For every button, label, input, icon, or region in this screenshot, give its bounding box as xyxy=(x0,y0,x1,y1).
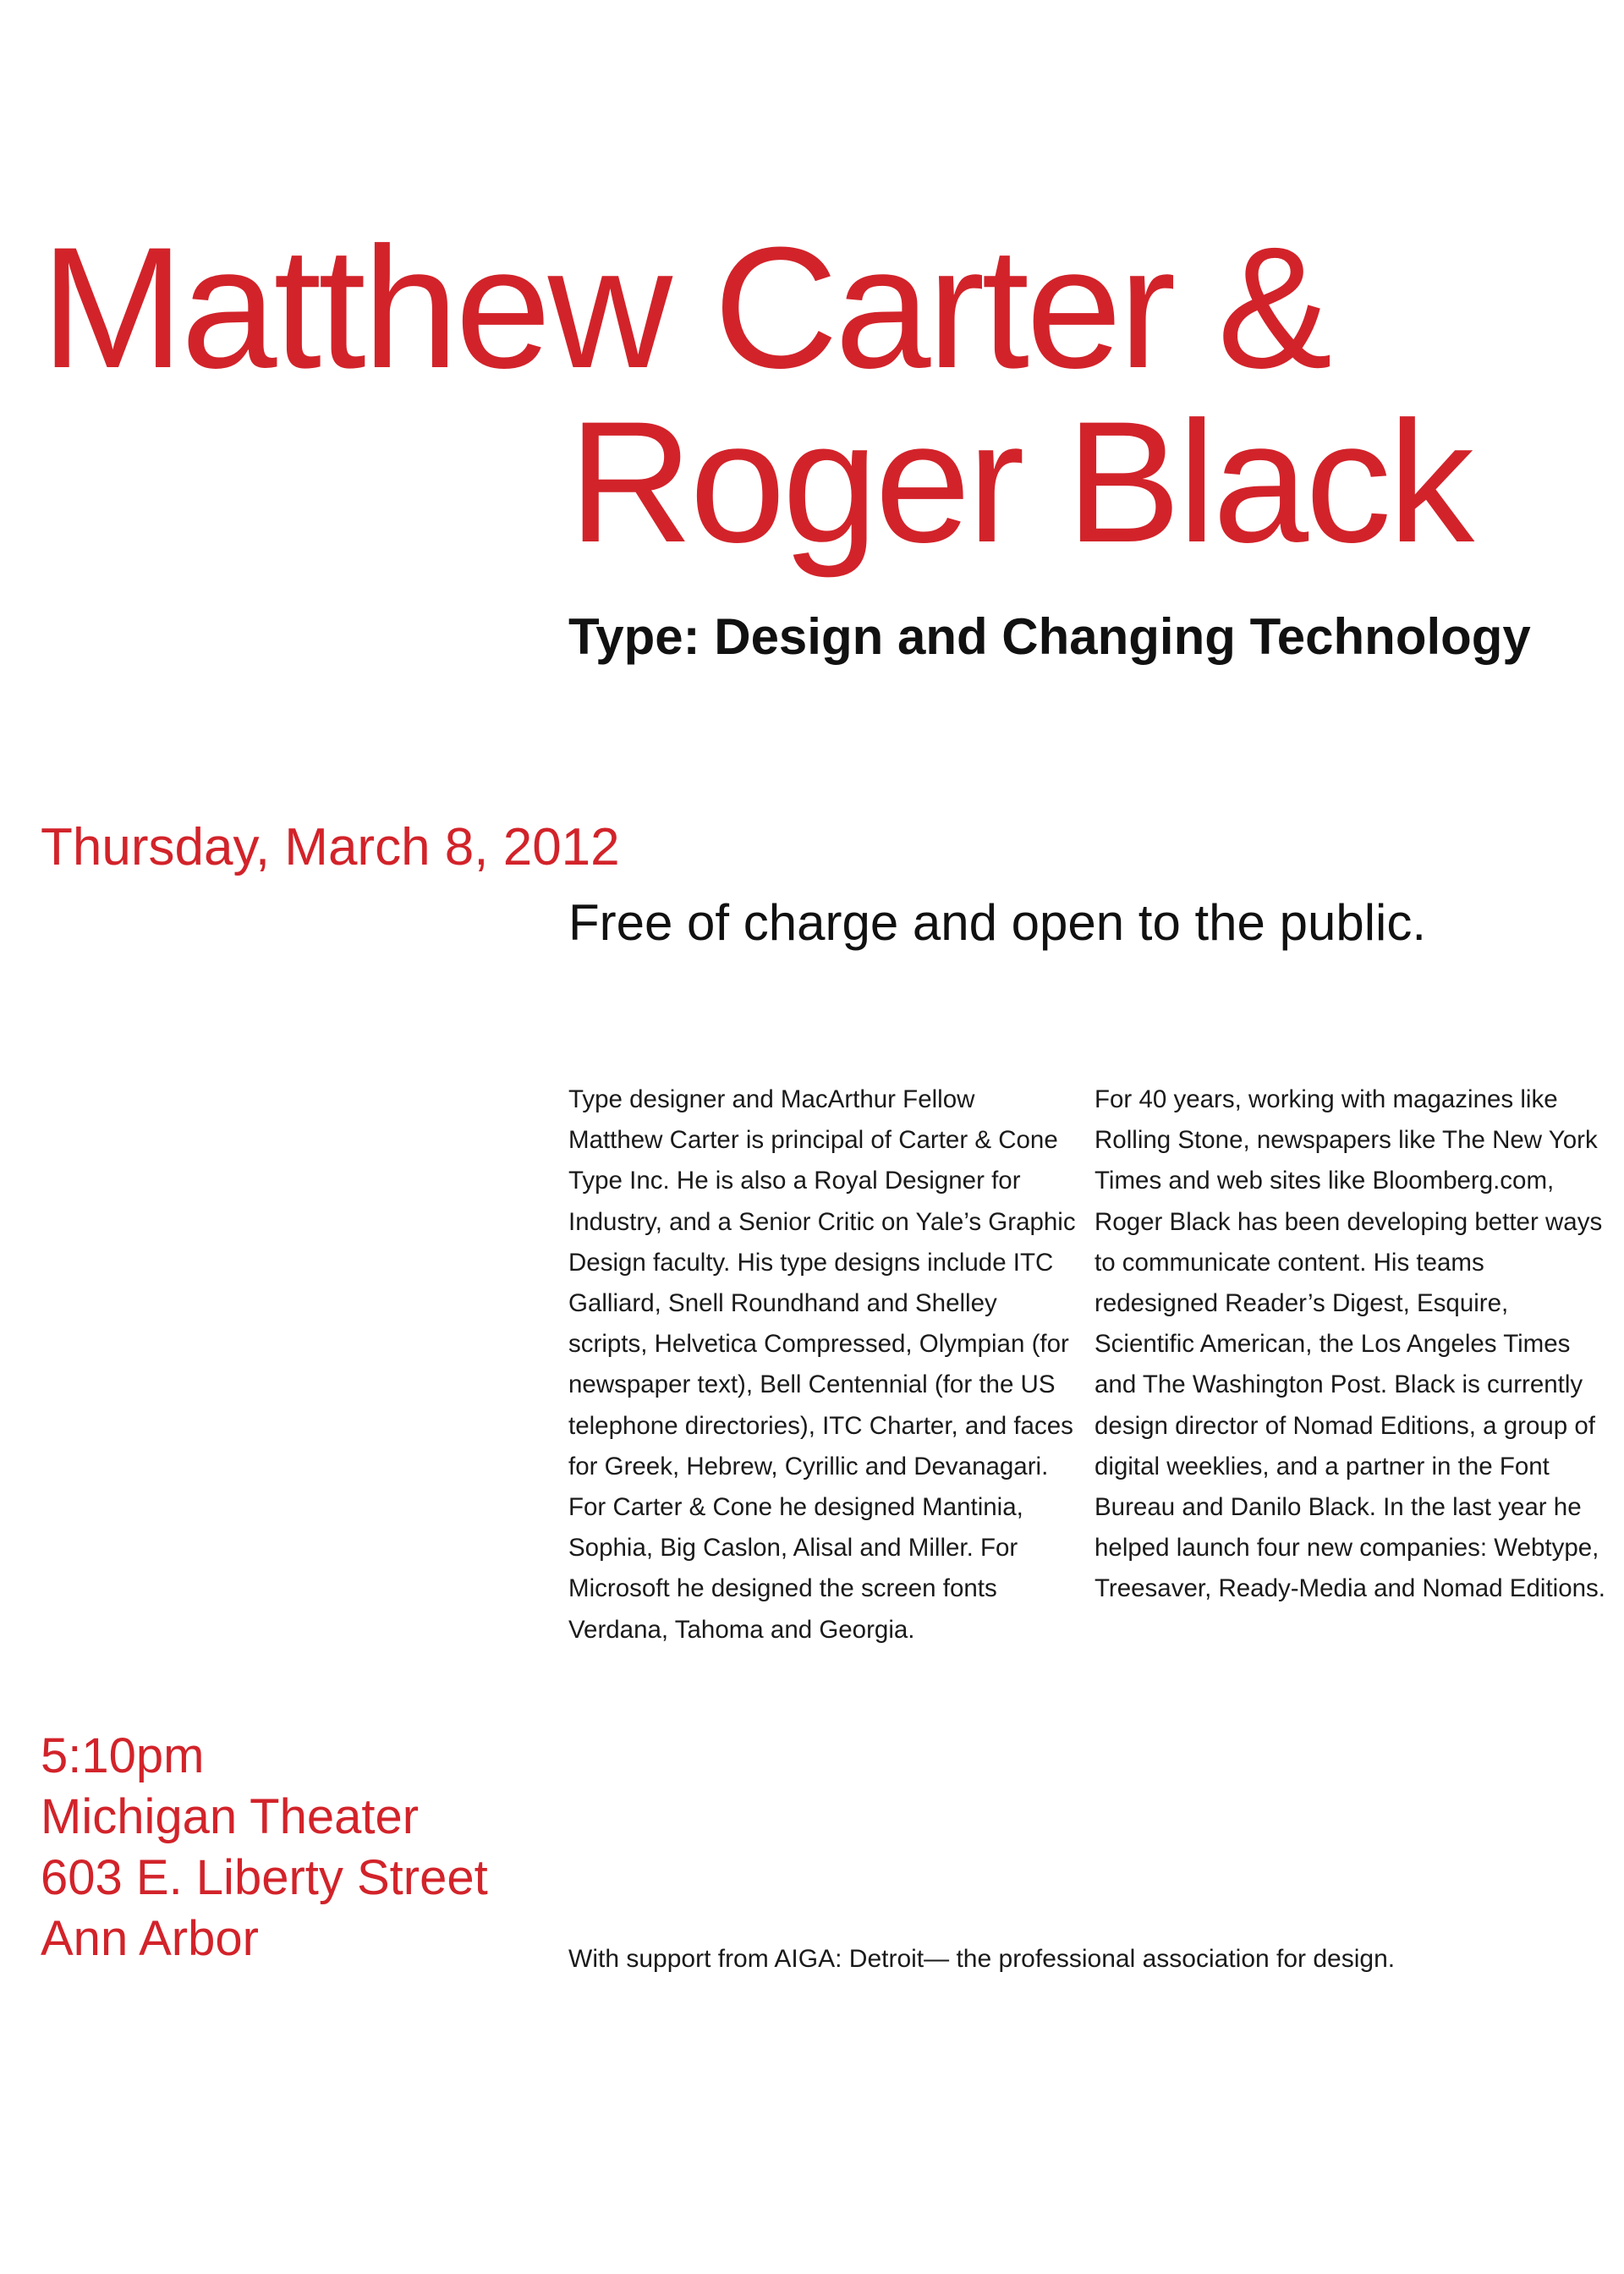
headline-speaker-2: Roger Black xyxy=(568,386,1472,579)
sponsor-credit: With support from AIGA: Detroit— the professional association for design. xyxy=(568,1945,1396,1973)
venue-name: Michigan Theater xyxy=(41,1789,420,1844)
headline-speaker-1: Matthew Carter & xyxy=(41,211,1330,404)
venue-block xyxy=(41,1726,488,1969)
event-time: 5:10pm xyxy=(41,1728,205,1783)
admission-note: Free of charge and open to the public. xyxy=(568,894,1427,951)
venue-street: 603 E. Liberty Street xyxy=(41,1850,488,1905)
venue-city: Ann Arbor xyxy=(41,1911,259,1966)
event-date: Thursday, March 8, 2012 xyxy=(41,818,620,876)
bio-roger-black: For 40 years, working with magazines like Rolling Stone, newspapers like The New York Times and web sites like Bloomberg.com, Roger Black has been developing better ways to communicate content. His teams redesigned Reader’s Digest, Esquire, Scientific American, the Los Angeles Times and The Washington Post. Black is currently design director of Nomad Editions, a group of digital weeklies, and a partner in the Font Bureau and Danilo Black. In the last year he helped launch four new companies: Webtype, Treesaver, Ready-Media and Nomad Editions. xyxy=(1095,1085,1605,1603)
event-subtitle: Type: Design and Changing Technology xyxy=(568,608,1531,665)
bio-matthew-carter: Type designer and MacArthur Fellow Matthew Carter is principal of Carter & Cone Type Inc. He is also a Royal Designer for Industry, and a Senior Critic on Yale’s Graphic Design faculty. His type designs include ITC Galliard, Snell Roundhand and Shelley scripts, Helvetica Compressed, Olympian (for newspaper text), Bell Centennial (for the US telephone directories), ITC Charter, and faces for Greek, Hebrew, Cyrillic and Devanagari. For Carter & Cone he designed Mantinia, Sophia, Big Caslon, Alisal and Miller. For Microsoft he designed the screen fonts Verdana, Tahoma and Georgia. xyxy=(568,1085,1076,1644)
